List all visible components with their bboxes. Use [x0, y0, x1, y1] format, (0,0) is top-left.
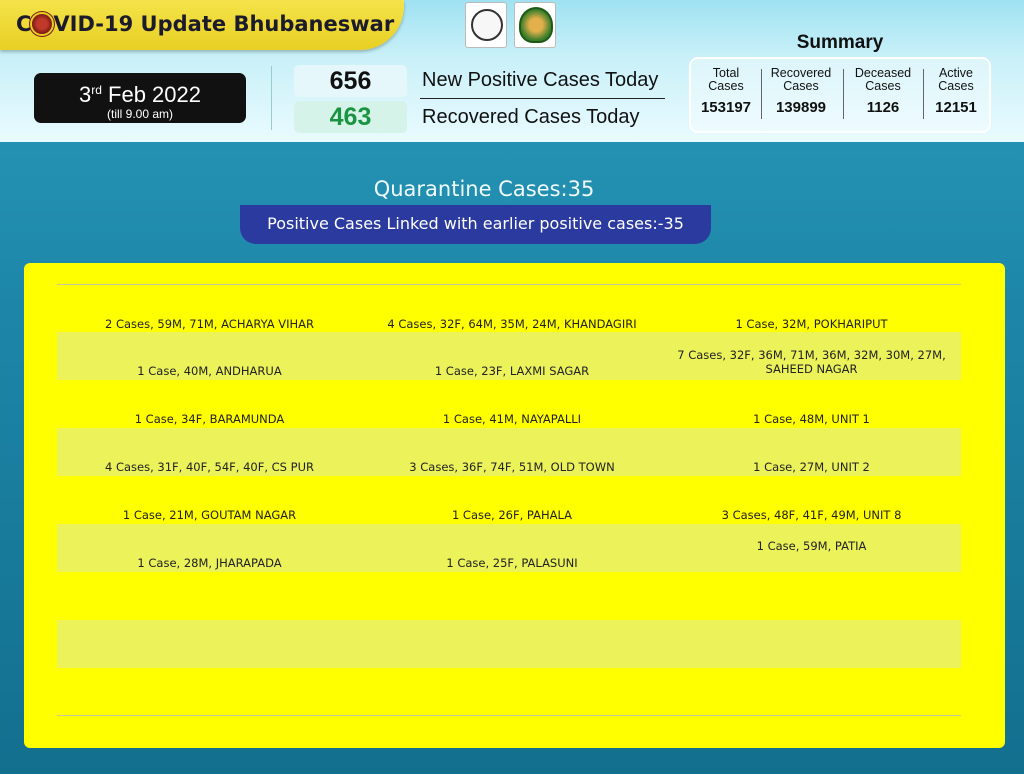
table-row	[57, 572, 961, 620]
summary-separator	[923, 69, 924, 119]
linked-cases-banner: Positive Cases Linked with earlier positive cases:-35	[240, 205, 711, 244]
header-banner	[0, 0, 1024, 142]
summary-total	[695, 67, 757, 116]
summary-total-label: Total	[712, 66, 740, 80]
case-cell	[662, 380, 961, 428]
case-text: 1 Case, 25F, PALASUNI	[446, 556, 578, 570]
case-text: 1 Case, 41M, NAYAPALLI	[442, 412, 582, 426]
case-cell	[362, 332, 662, 380]
case-text: 1 Case, 32M, POKHARIPUT	[735, 317, 888, 331]
table-row	[57, 284, 961, 332]
cases-panel	[24, 263, 1005, 748]
case-text: 3 Cases, 36F, 74F, 51M, OLD TOWN	[409, 460, 615, 474]
case-cell	[57, 428, 362, 476]
case-cell	[57, 620, 362, 668]
cases-table	[57, 284, 961, 716]
case-text: 1 Case, 26F, PAHALA	[451, 508, 573, 522]
date-subtitle: (till 9.00 am)	[106, 107, 174, 121]
table-row	[57, 332, 961, 380]
virus-icon	[32, 14, 52, 34]
recovered-label: Recovered Cases Today	[422, 106, 640, 128]
summary-title: Summary	[796, 32, 884, 53]
case-text: 2 Cases, 59M, 71M, ACHARYA VIHAR	[104, 317, 315, 331]
case-text: 1 Case, 28M, JHARAPADA	[137, 556, 282, 570]
stat-divider	[420, 98, 665, 99]
table-row	[57, 668, 961, 716]
case-text: 1 Case, 34F, BARAMUNDA	[134, 412, 285, 426]
case-text: 1 Case, 59M, PATIA	[756, 539, 867, 553]
case-cell	[662, 572, 961, 620]
date-box	[34, 73, 246, 123]
case-text: 1 Case, 48M, UNIT 1	[753, 412, 870, 426]
page-title	[16, 12, 394, 36]
new-positive-count: 656	[294, 65, 407, 97]
summary-separator	[761, 69, 762, 119]
recovered-count: 463	[294, 101, 407, 133]
case-cell	[57, 524, 362, 572]
table-row	[57, 380, 961, 428]
header-divider	[271, 66, 272, 130]
case-cell	[362, 380, 662, 428]
table-row	[57, 428, 961, 476]
case-text: 1 Case, 27M, UNIT 2	[753, 460, 870, 474]
table-bottom-line	[57, 715, 961, 716]
case-cell	[662, 476, 961, 524]
case-cell	[362, 620, 662, 668]
table-row	[57, 620, 961, 668]
new-positive-label: New Positive Cases Today	[422, 69, 659, 91]
summary-active-label2: Cases	[938, 79, 974, 93]
summary-recovered-value: 139899	[775, 99, 827, 116]
case-cell	[362, 428, 662, 476]
title-prefix: C	[16, 12, 32, 36]
emblem-seal	[471, 9, 503, 41]
summary-recovered-label2: Cases	[783, 79, 819, 93]
case-cell	[662, 428, 961, 476]
date-day: 3	[78, 82, 92, 107]
odisha-govt-emblem-icon	[465, 2, 507, 48]
case-cell	[362, 572, 662, 620]
case-text: 7 Cases, 32F, 36M, 71M, 36M, 32M, 30M, 27M, SAHEED NAGAR	[677, 348, 946, 376]
date-main	[34, 73, 246, 107]
quarantine-title: Quarantine Cases:35	[373, 177, 595, 201]
case-cell	[362, 476, 662, 524]
case-text: 1 Case, 21M, GOUTAM NAGAR	[122, 508, 297, 522]
bmc-logo-icon	[514, 2, 556, 48]
case-cell	[662, 285, 961, 333]
case-cell	[362, 524, 662, 572]
case-cell	[57, 285, 362, 333]
case-cell	[57, 572, 362, 620]
case-text: 1 Case, 23F, LAXMI SAGAR	[434, 364, 590, 378]
table-row	[57, 476, 961, 524]
case-cell	[362, 668, 662, 716]
case-cell	[57, 668, 362, 716]
summary-box	[689, 57, 991, 133]
case-cell	[662, 332, 961, 380]
case-text: 1 Case, 40M, ANDHARUA	[137, 364, 282, 378]
date-month-year: Feb 2022	[108, 82, 201, 107]
case-cell	[57, 332, 362, 380]
case-cell	[662, 524, 961, 572]
summary-deceased-value: 1126	[866, 99, 900, 116]
summary-deceased	[847, 67, 919, 116]
case-text: 4 Cases, 31F, 40F, 54F, 40F, CS PUR	[105, 460, 314, 474]
table-row	[57, 524, 961, 572]
case-cell	[662, 620, 961, 668]
case-cell	[362, 285, 662, 333]
summary-separator	[843, 69, 844, 119]
summary-active	[925, 67, 987, 116]
summary-total-value: 153197	[700, 99, 752, 116]
summary-recovered-label: Recovered	[770, 66, 832, 80]
logo-seal	[519, 7, 553, 43]
title-suffix: VID-19 Update Bhubaneswar	[53, 12, 395, 36]
summary-recovered	[763, 67, 839, 116]
summary-active-label: Active	[938, 66, 974, 80]
case-text: 4 Cases, 32F, 64M, 35M, 24M, KHANDAGIRI	[387, 317, 637, 331]
case-cell	[662, 668, 961, 716]
case-text: 3 Cases, 48F, 41F, 49M, UNIT 8	[721, 508, 902, 522]
summary-total-label2: Cases	[708, 79, 744, 93]
summary-active-value: 12151	[935, 99, 977, 116]
date-suffix: rd	[91, 83, 102, 97]
summary-deceased-label2: Cases	[865, 79, 901, 93]
case-cell	[57, 476, 362, 524]
title-band	[0, 0, 404, 50]
summary-deceased-label: Deceased	[854, 66, 912, 80]
case-cell	[57, 380, 362, 428]
